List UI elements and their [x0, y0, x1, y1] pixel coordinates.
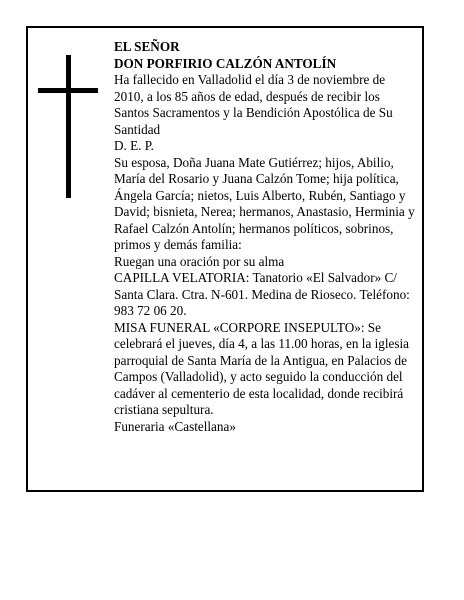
funeral-home: Funeraria «Castellana»	[114, 418, 236, 434]
cross-vertical-bar	[66, 55, 71, 198]
death-announcement: Ha fallecido en Valladolid el día 3 de noviembre de 2010, a los 85 años de edad, después de recibir los Santos Sacramentos y la Bendición Apostólica de Su Santidad	[114, 72, 393, 137]
funeral-mass-info: MISA FUNERAL «CORPORE INSEPULTO»: Se celebrará el jueves, día 4, a las 11.00 horas, en la iglesia parroquial de Santa María de la Antigua, en Palacios de Campos (Valladolid), y acto seguido la conducción del cadáver al cementerio de esta localidad, donde recibirá cristiana sepultura.	[114, 319, 410, 417]
notice-title-line1: EL SEÑOR	[114, 39, 180, 54]
obituary-notice	[26, 26, 424, 492]
wake-chapel-info: CAPILLA VELATORIA: Tanatorio «El Salvador» C/ Santa Clara. Ctra. N-601. Medina de Rioseco. Teléfono: 983 72 06 20.	[114, 270, 410, 318]
notice-text	[114, 39, 418, 435]
prayer-request: Ruegan una oración por su alma	[114, 253, 285, 269]
family-list: Su esposa, Doña Juana Mate Gutiérrez; hijos, Abilio, María del Rosario y Juana Calzón Tome; hija política, Ángela García; nietos, Luis Alberto, Rubén, Santiago y David; bisnieta, Nerea; hermanos, Anastasio, Herminia y Rafael Calzón Antolín; hermanos políticos, sobrinos, primos y demás familia:	[114, 154, 415, 252]
cross-horizontal-bar	[38, 88, 98, 93]
rip-abbreviation: D. E. P.	[114, 138, 154, 153]
deceased-name: DON PORFIRIO CALZÓN ANTOLÍN	[114, 55, 337, 71]
